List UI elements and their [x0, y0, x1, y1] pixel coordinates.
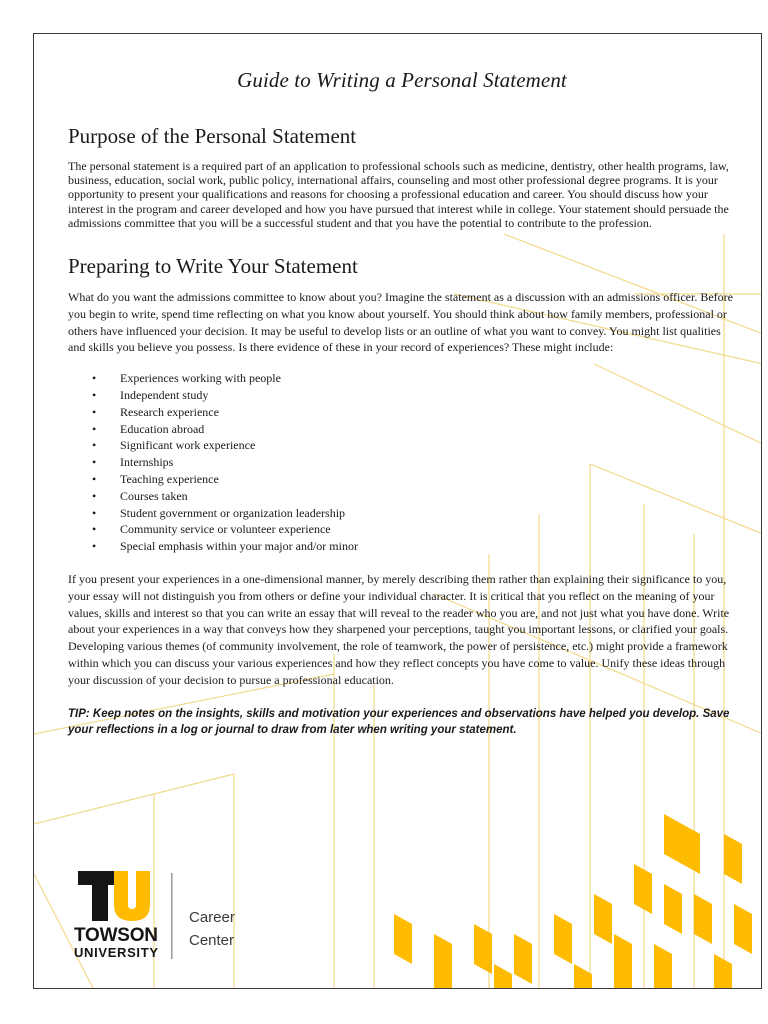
- tip-note: [68, 706, 736, 738]
- logo-line-towson: TOWSON: [74, 925, 158, 946]
- list-item: • Student government or organization leadership: [68, 505, 736, 522]
- list-item: • Education abroad: [68, 421, 736, 438]
- list-item: • Teaching experience: [68, 471, 736, 488]
- list-item: • Experiences working with people: [68, 370, 736, 387]
- document-page: [33, 33, 762, 989]
- purpose-paragraph: The personal statement is a required part of an application to professional schools such as medicine, dentistry, other health programs, law, business, education, social work, public policy, international affairs, counseling and most other professional degree programs. It is your opportunity to present your qualifications and reasons for choosing a professional education and career. You should discuss how your interest in the program and career developed and how you have pursued that interest while in college. Your statement should persuade the admissions committee that you will be a successful student and that you have the potential to contribute to the profession.: [68, 159, 729, 230]
- tip-text: : Keep notes on the insights, skills and motivation your experiences and observations have helped you develop. Save your reflections in a log or journal to draw from later when writing your statement.: [68, 707, 730, 736]
- list-item: • Independent study: [68, 387, 736, 404]
- career-line: Career: [189, 909, 235, 926]
- document-content: [68, 68, 736, 738]
- center-line: Center: [189, 932, 235, 949]
- experience-list: [68, 370, 736, 555]
- reflection-paragraph: If you present your experiences in a one-dimensional manner, by merely describing them rather than explaining their significance to you, your essay will not distinguish you from others or define your individual character. It is critical that you reflect on the meaning of your values, skills and interest so that you can write an essay that will reveal to the reader who you are, and not just what you have done. Write about your experiences in a way that conveys how they sharpened your perceptions, taught you important lessons, or clarified your goals. Developing various themes (of community involvement, the role of teamwork, the power of persistence, etc.) might provide a framework within which you can discuss your various experiences and how they reflect concepts you have come to value. Unify these ideas through your discussion of your decision to pursue a professional education.: [68, 571, 730, 687]
- preparing-paragraph: What do you want the admissions committee to know about you? Imagine the statement as a discussion with an admissions officer. Before you begin to write, spend time reflecting on what you know about yourself. You should think about how family members, professional or others have influenced your decision. It may be useful to develop lists or an outline of what you want to convey. You might list qualities and skills you believe you possess. Is there evidence of these in your record of experiences? These might include:: [68, 290, 733, 355]
- tu-monogram-icon: [78, 871, 150, 921]
- list-item: • Internships: [68, 454, 736, 471]
- tip-label: TIP: [68, 707, 86, 720]
- career-center-label: [189, 906, 235, 952]
- list-item: • Special emphasis within your major and/or minor: [68, 538, 736, 555]
- section-heading-purpose: Purpose of the Personal Statement: [68, 124, 357, 148]
- list-item: • Significant work experience: [68, 437, 736, 454]
- document-title: Guide to Writing a Personal Statement: [237, 68, 567, 92]
- list-item: • Research experience: [68, 404, 736, 421]
- logo-line-university: UNIVERSITY: [74, 945, 158, 960]
- list-item: • Courses taken: [68, 488, 736, 505]
- list-item: • Community service or volunteer experience: [68, 521, 736, 538]
- section-heading-preparing: Preparing to Write Your Statement: [68, 254, 358, 279]
